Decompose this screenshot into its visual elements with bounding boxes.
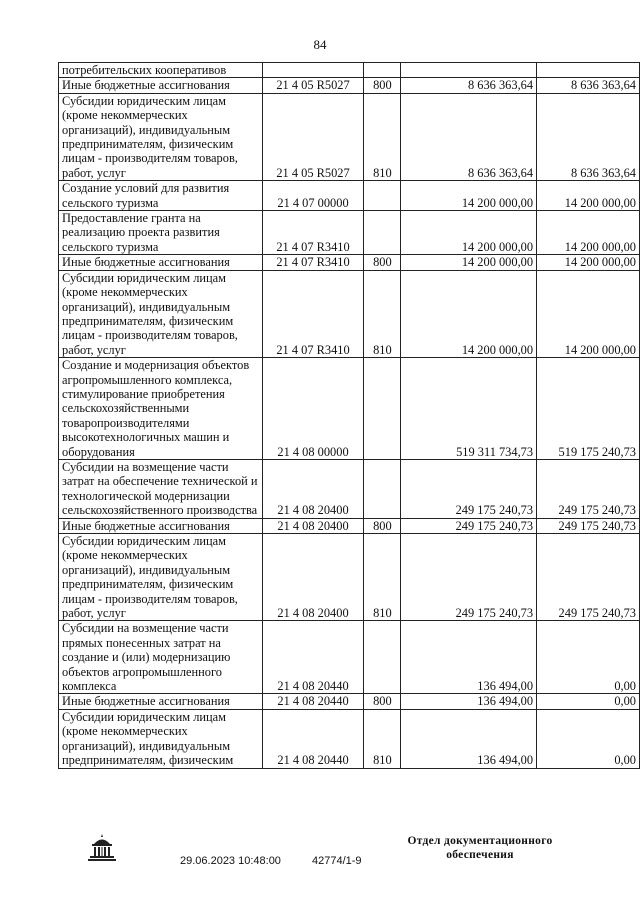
row-expense-type: 810 [364, 709, 401, 768]
row-sum-1: 14 200 000,00 [401, 255, 537, 270]
row-name: Субсидии юридическим лицам (кроме некоммерческих организаций), индивидуальным предпринимателям, физическим [59, 709, 263, 768]
row-code: 21 4 05 R5027 [262, 78, 364, 93]
row-code [262, 63, 364, 78]
row-name: Иные бюджетные ассигнования [59, 78, 263, 93]
row-sum-1: 14 200 000,00 [401, 270, 537, 357]
row-sum-2: 8 636 363,64 [537, 93, 640, 180]
row-code: 21 4 08 20400 [262, 459, 364, 518]
table-row [59, 211, 640, 255]
row-sum-2: 249 175 240,73 [537, 518, 640, 533]
row-sum-2: 519 175 240,73 [537, 358, 640, 460]
row-sum-1: 8 636 363,64 [401, 93, 537, 180]
table-row [59, 459, 640, 518]
row-expense-type: 800 [364, 255, 401, 270]
table-row [59, 709, 640, 768]
row-sum-2: 0,00 [537, 694, 640, 709]
row-code: 21 4 05 R5027 [262, 93, 364, 180]
page-number: 84 [313, 37, 327, 52]
row-code: 21 4 07 R3410 [262, 270, 364, 357]
table-row [59, 63, 640, 78]
row-expense-type: 800 [364, 518, 401, 533]
row-sum-2: 8 636 363,64 [537, 78, 640, 93]
row-name: Создание условий для развития сельского туризма [59, 181, 263, 211]
row-name: Иные бюджетные ассигнования [59, 694, 263, 709]
row-code: 21 4 08 00000 [262, 358, 364, 460]
row-sum-1: 136 494,00 [401, 694, 537, 709]
row-sum-2: 0,00 [537, 621, 640, 694]
budget-table [58, 62, 640, 769]
row-sum-1: 14 200 000,00 [401, 211, 537, 255]
row-code: 21 4 08 20440 [262, 694, 364, 709]
table-row [59, 518, 640, 533]
print-datetime: 29.06.2023 10:48:00 [180, 855, 281, 867]
row-sum-1: 14 200 000,00 [401, 181, 537, 211]
row-expense-type: 810 [364, 270, 401, 357]
row-expense-type: 800 [364, 78, 401, 93]
row-sum-2: 249 175 240,73 [537, 459, 640, 518]
row-name: Субсидии на возмещение части прямых понесенных затрат на создание и (или) модернизацию объектов агропромышленного комплекса [59, 621, 263, 694]
row-sum-1: 249 175 240,73 [401, 459, 537, 518]
row-name: Предоставление гранта на реализацию проекта развития сельского туризма [59, 211, 263, 255]
row-sum-2: 249 175 240,73 [537, 534, 640, 621]
row-code: 21 4 07 00000 [262, 181, 364, 211]
row-code: 21 4 07 R3410 [262, 255, 364, 270]
row-name: Субсидии юридическим лицам (кроме некоммерческих организаций), индивидуальным предпринимателям, физическим лицам - производителям товаров, работ, услуг [59, 534, 263, 621]
row-name: Субсидии на возмещение части затрат на обеспечение технической и технологической модернизации сельскохозяйственного производства [59, 459, 263, 518]
building-emblem-icon [86, 832, 118, 862]
table-row [59, 181, 640, 211]
row-code: 21 4 08 20440 [262, 709, 364, 768]
row-sum-2: 14 200 000,00 [537, 211, 640, 255]
row-sum-1 [401, 63, 537, 78]
row-name: Субсидии юридическим лицам (кроме некоммерческих организаций), индивидуальным предпринимателям, физическим лицам - производителям товаров, работ, услуг [59, 93, 263, 180]
table-row [59, 694, 640, 709]
row-sum-2: 0,00 [537, 709, 640, 768]
row-code: 21 4 08 20400 [262, 518, 364, 533]
table-row [59, 358, 640, 460]
row-expense-type: 810 [364, 93, 401, 180]
row-expense-type [364, 63, 401, 78]
row-sum-2: 14 200 000,00 [537, 270, 640, 357]
row-name: Иные бюджетные ассигнования [59, 255, 263, 270]
row-expense-type [364, 459, 401, 518]
row-code: 21 4 08 20440 [262, 621, 364, 694]
table-row [59, 255, 640, 270]
row-sum-2: 14 200 000,00 [537, 255, 640, 270]
row-code: 21 4 07 R3410 [262, 211, 364, 255]
row-sum-2: 14 200 000,00 [537, 181, 640, 211]
table-row [59, 78, 640, 93]
row-expense-type [364, 181, 401, 211]
row-name: Создание и модернизация объектов агропромышленного комплекса, стимулирование приобретения сельскохозяйственными товаропроизводителями высокотехнологичных машин и оборудования [59, 358, 263, 460]
row-expense-type: 800 [364, 694, 401, 709]
row-expense-type [364, 211, 401, 255]
row-sum-1: 8 636 363,64 [401, 78, 537, 93]
row-sum-1: 136 494,00 [401, 709, 537, 768]
row-code: 21 4 08 20400 [262, 534, 364, 621]
row-sum-2 [537, 63, 640, 78]
row-name: Иные бюджетные ассигнования [59, 518, 263, 533]
row-name: Субсидии юридическим лицам (кроме некоммерческих организаций), индивидуальным предпринимателям, физическим лицам - производителям товаров, работ, услуг [59, 270, 263, 357]
row-expense-type [364, 358, 401, 460]
table-row [59, 93, 640, 180]
document-number: 42774/1-9 [312, 855, 362, 867]
row-name: потребительских кооперативов [59, 63, 263, 78]
row-sum-1: 249 175 240,73 [401, 518, 537, 533]
row-sum-1: 136 494,00 [401, 621, 537, 694]
row-sum-1: 519 311 734,73 [401, 358, 537, 460]
table-row [59, 270, 640, 357]
row-expense-type: 810 [364, 534, 401, 621]
row-expense-type [364, 621, 401, 694]
table-row [59, 534, 640, 621]
department-stamp: Отдел документационного обеспечения [407, 835, 553, 861]
row-sum-1: 249 175 240,73 [401, 534, 537, 621]
table-row [59, 621, 640, 694]
